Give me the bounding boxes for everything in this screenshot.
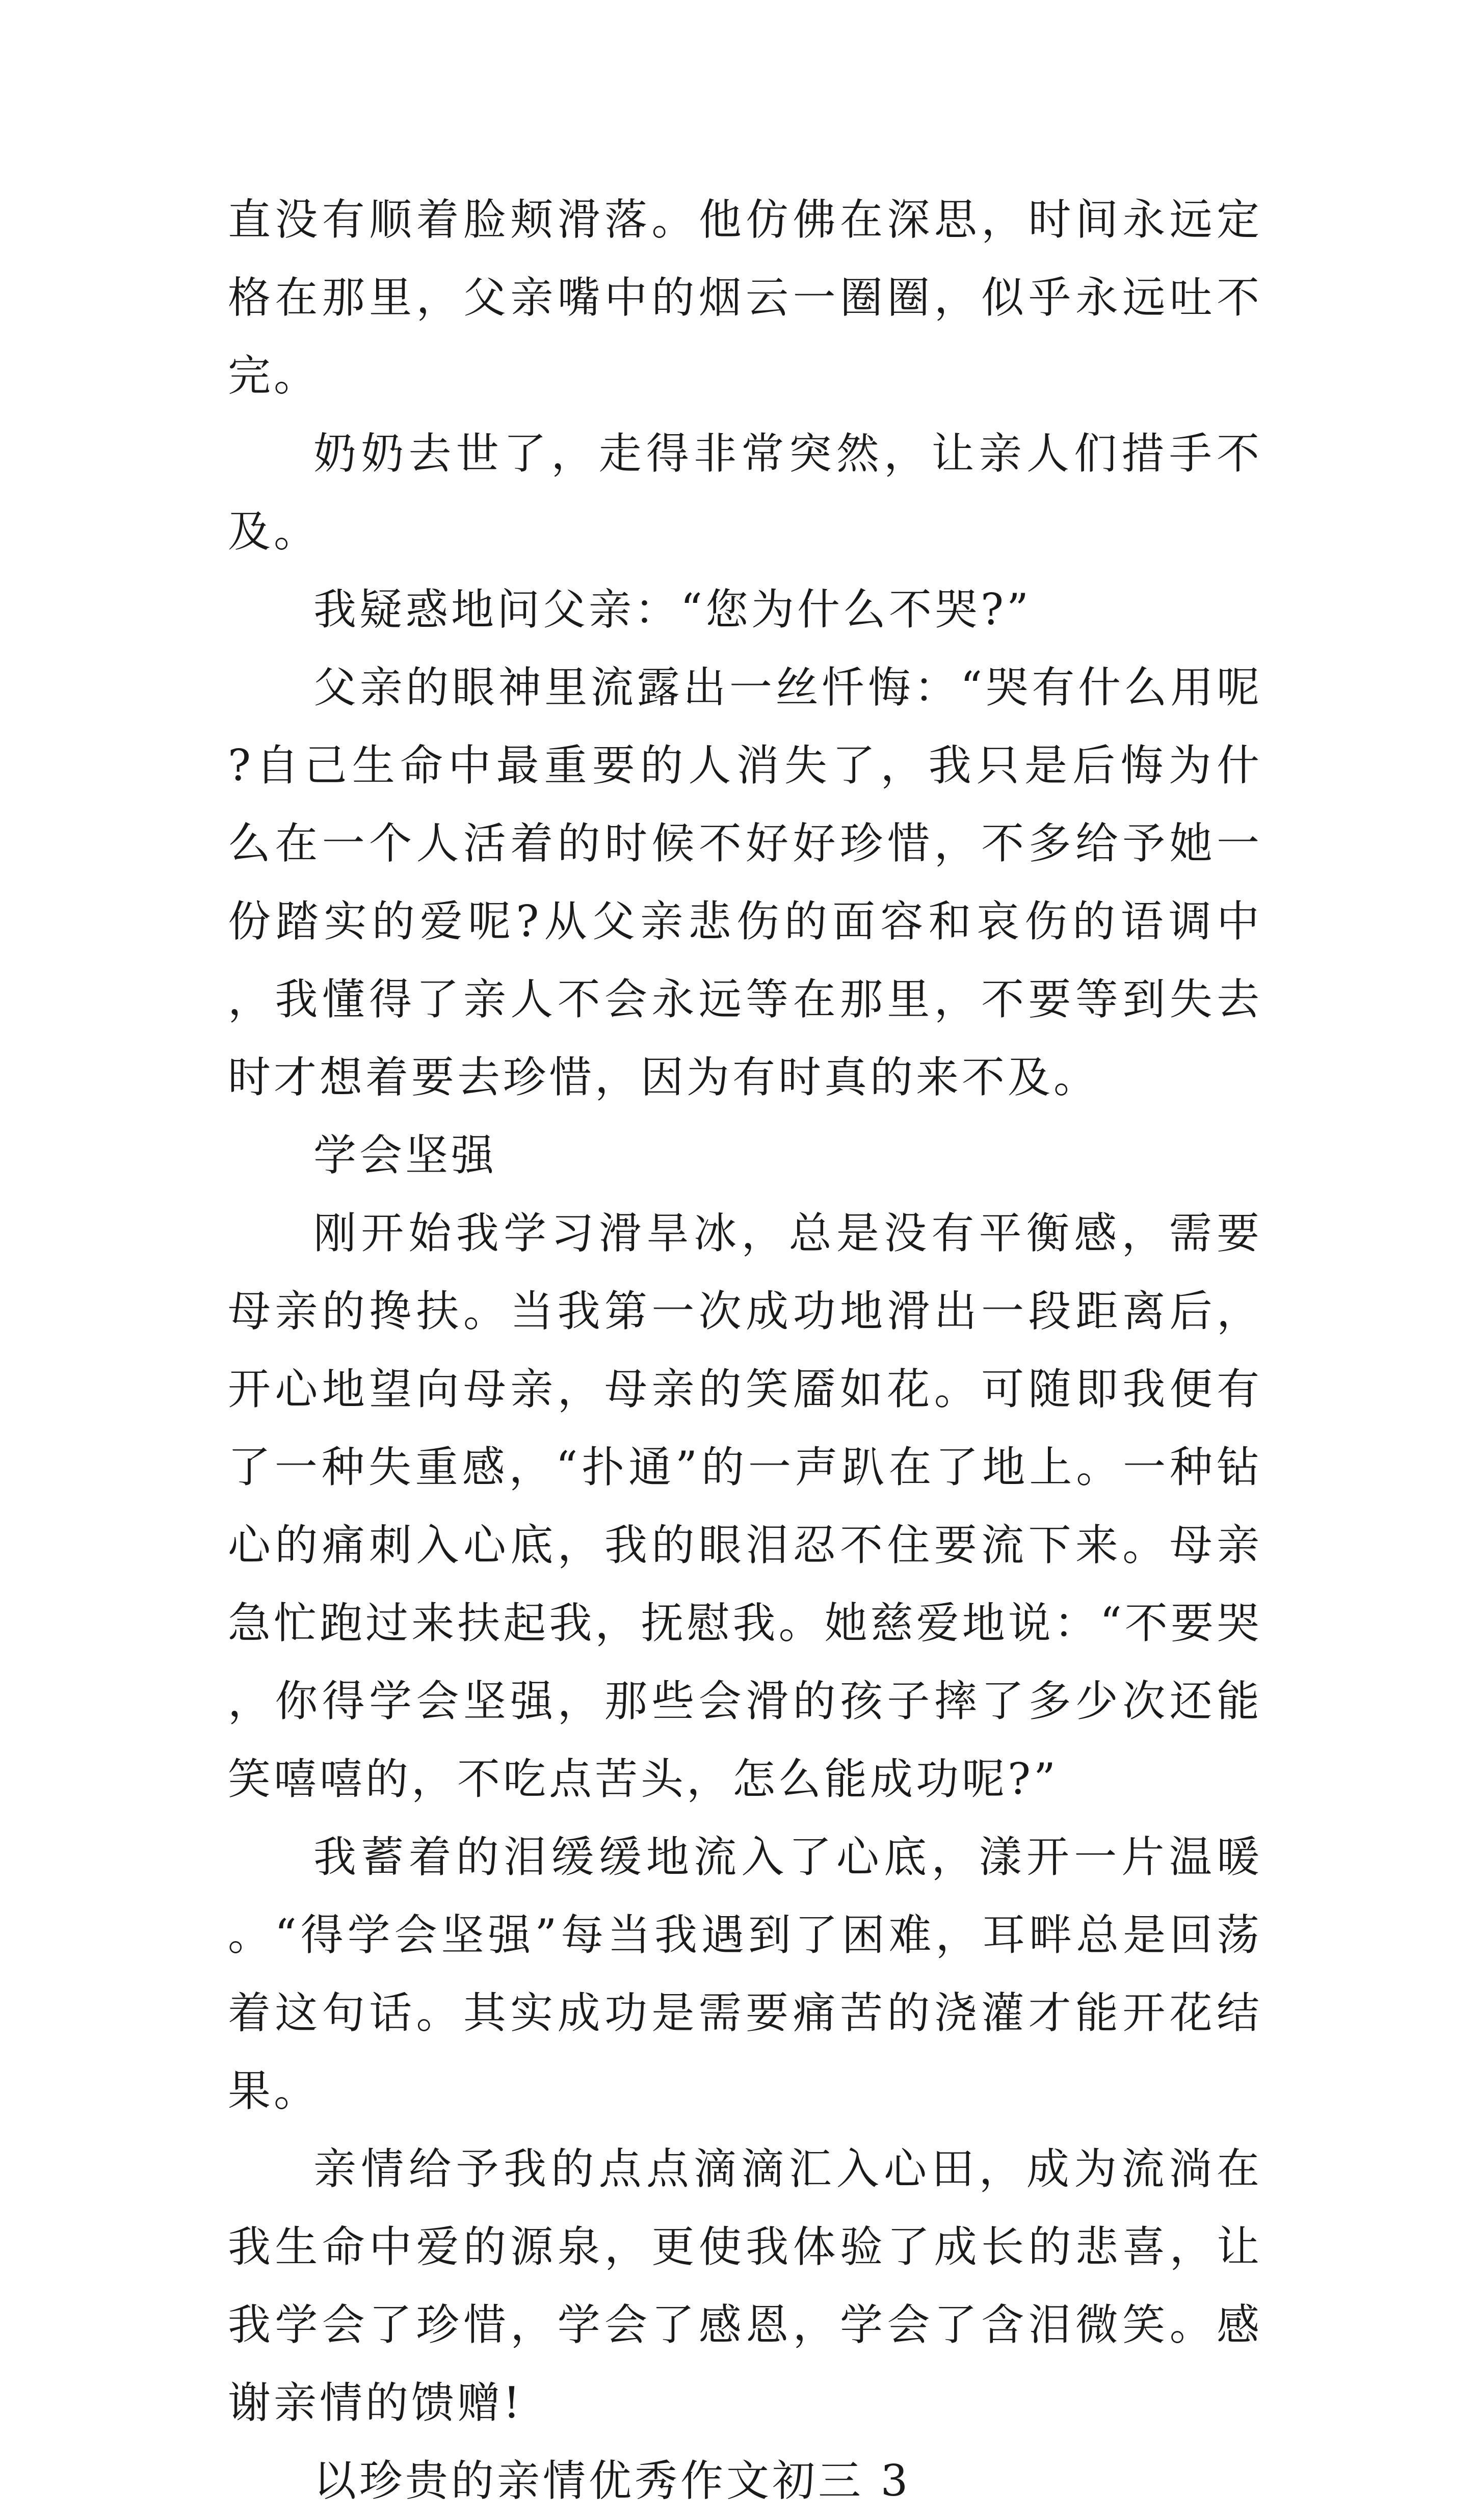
essay-title: 以珍贵的亲情优秀作文初三 3 <box>313 2456 911 2506</box>
paragraph: 父亲的眼神里流露出一丝忏悔：“哭有什么用呢?自己生命中最重要的人消失了，我只是后悔为什么在一个人活着的时候不好好珍惜，不多给予她一份踏实的爱呢?从父亲悲伤的面容和哀伤的语调中，我懂得了亲人不会永远等在那里，不要等到失去时才想着要去珍惜，因为有时真的来不及。 <box>228 662 1262 1102</box>
paragraph: 我疑惑地问父亲：“您为什么不哭?” <box>313 585 1032 634</box>
paragraph-continuation: 直没有顺着脸颊滑落。他仿佛在深思，时间永远定格在那里，父亲嘴中的烟云一圈圈，似乎永远吐不完。 <box>228 195 1262 401</box>
document-body <box>228 181 1262 2520</box>
paragraph: 奶奶去世了，走得非常突然，让亲人们措手不及。 <box>228 429 1262 556</box>
paragraph: 我蓄着的泪缓缓地流入了心底，漾开一片温暖。“得学会坚强”每当我遇到了困难，耳畔总是回荡着这句话。其实成功是需要痛苦的浇灌才能开花结果。 <box>228 1832 1262 2116</box>
paragraph: 刚开始我学习滑旱冰，总是没有平衡感，需要母亲的搀扶。当我第一次成功地滑出一段距离后，开心地望向母亲，母亲的笑靥如花。可随即我便有了一种失重感，“扑通”的一声趴在了地上。一种钻心的痛刺入心底，我的眼泪忍不住要流下来。母亲急忙跑过来扶起我，抚慰我。她慈爱地说：“不要哭，你得学会坚强，那些会滑的孩子摔了多少次还能笑嘻嘻的，不吃点苦头，怎么能成功呢?” <box>228 1208 1262 1804</box>
section-heading: 学会坚强 <box>313 1130 497 1180</box>
paragraph: 亲情给予我的点点滴滴汇入心田，成为流淌在我生命中爱的源泉，更使我体验了成长的悲喜，让我学会了珍惜，学会了感恩，学会了含泪微笑。感谢亲情的馈赠! <box>228 2144 1262 2428</box>
